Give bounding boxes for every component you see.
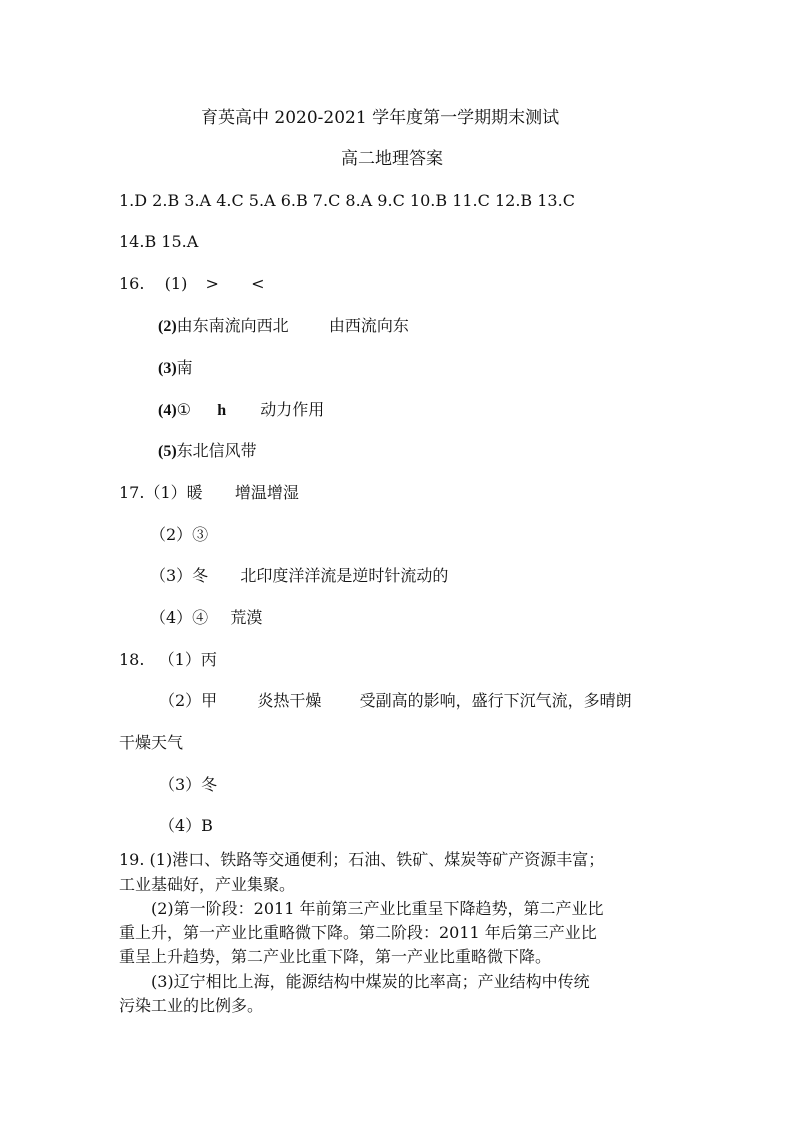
q19-line-6: (3)辽宁相比上海，能源结构中煤炭的比率高；产业结构中传统 [151,972,590,991]
q19-line-3: (2)第一阶段：2011 年前第三产业比重呈下降趋势，第二产业比 [151,899,604,918]
q16-p5-answer: 东北信风带 [176,441,257,460]
document-subtitle: 高二地理答案 [341,149,443,169]
q17-part-4 [150,607,262,629]
q17-part-2: （2）③ [150,525,209,544]
q16-p5-label: (5) [158,443,177,460]
q18-part-2-continued: 干燥天气 [119,733,184,752]
q18-number: 18. [119,650,145,669]
q16-p3-label: (3) [158,360,177,377]
q16-p4-answer-b: h [217,402,227,419]
mc-answers-row-1: 1.D 2.B 3.A 4.C 5.A 6.B 7.C 8.A 9.C 10.B 11.C 12.B 13.C [119,191,575,210]
q18-p2-answer-b: 炎热干燥 [257,691,322,710]
q17-p4-answer-b: 荒漠 [230,608,263,627]
q16-number: 16. [119,274,145,293]
q16-p4-answer-a: ① [176,400,191,419]
q18-part-2 [159,690,632,712]
q18-part-4: （4）B [159,816,213,835]
q19-line-2: 工业基础好，产业集聚。 [119,875,296,894]
q18-p2-answer-a: （2）甲 [159,691,218,710]
q18-p2-answer-c: 受副高的影响，盛行下沉气流，多晴朗 [359,691,632,710]
q17-p1-answer-b: 增温增湿 [234,483,299,502]
q16-part-2 [158,315,409,338]
q16-p3-answer: 南 [176,358,193,377]
q16-p2-label: (2) [158,318,177,335]
q16-part-1 [119,273,265,295]
q17-p3-answer-a: （3）冬 [150,566,209,585]
q16-p4-answer-c: 动力作用 [260,400,325,419]
q18-p1-answer: （1）丙 [158,650,217,669]
q19-line-7: 污染工业的比例多。 [119,996,264,1015]
q16-p1-answer-a: > [205,274,219,293]
q17-p4-answer-a: （4）④ [150,608,209,627]
document-title: 育英高中 2020-2021 学年度第一学期期末测试 [201,108,560,128]
q16-p2-answer-a: 由东南流向西北 [176,316,289,335]
q16-p4-label: (4) [158,402,177,419]
q17-p3-answer-b: 北印度洋洋流是逆时针流动的 [240,566,449,585]
q16-part-4 [158,399,324,422]
q16-p1-label: (1) [164,274,188,293]
q17-part-3 [150,565,448,587]
q17-number: 17. [119,483,145,502]
q19-line-5: 重呈上升趋势，第二产业比重下降，第一产业比重略微下降。 [119,947,552,966]
mc-answers-row-2: 14.B 15.A [119,232,199,251]
q17-part-1 [119,482,299,504]
q18-part-1 [119,649,217,671]
q16-part-3 [158,357,193,380]
q19-line-1: 19. (1)港口、铁路等交通便利；石油、铁矿、煤炭等矿产资源丰富； [119,850,605,869]
q19-line-4: 重上升，第一产业比重略微下降。第二阶段：2011 年后第三产业比 [119,923,597,942]
q16-p1-answer-b: < [251,274,265,293]
q16-part-5 [158,440,257,463]
q18-part-3: （3）冬 [159,775,218,794]
q17-p1-answer-a: （1）暖 [144,483,203,502]
q16-p2-answer-b: 由西流向东 [328,316,409,335]
